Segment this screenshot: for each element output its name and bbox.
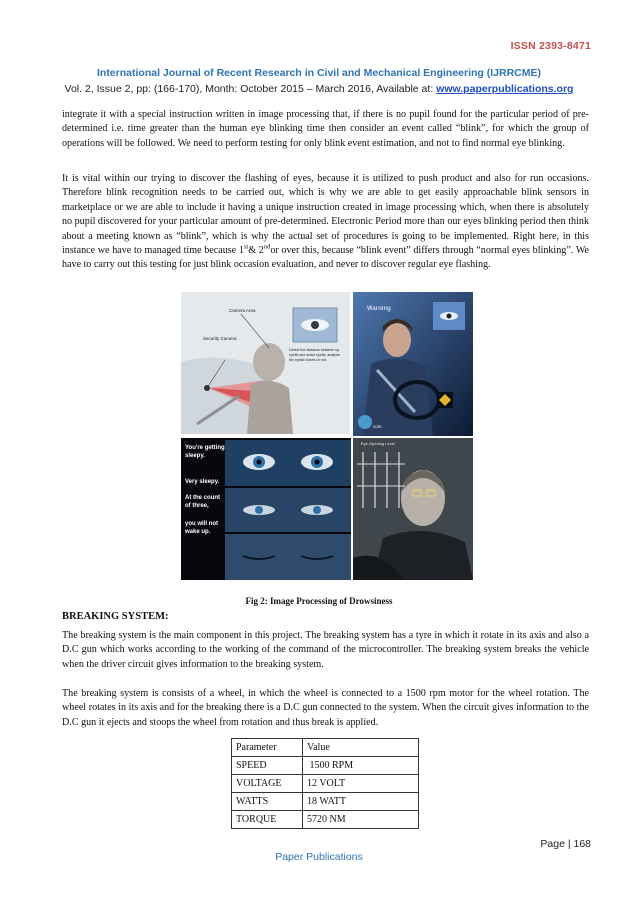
hypnosis-line: You're getting (185, 445, 225, 451)
paragraph-breaking-system-intro: The breaking system is the main component in this project. The breaking system has a tyre in which it rotate in its axis and also a D.C gun which works according to the working of the command of the microcontroller. The breaking system breaks the vehicle when the driver circuit gives information to the breaking system. (62, 630, 589, 670)
journal-meta-text: Vol. 2, Issue 2, pp: (166-170), Month: October 2015 – March 2016, Available at: (64, 83, 437, 95)
hypnosis-line: At the count (185, 495, 220, 501)
logo-label: com (373, 424, 382, 429)
driver-warning-illustration (353, 292, 473, 436)
paragraph-blink-recognition-part-a: It is vital within our trying to discover the flashing of eyes, because it is utilized to push product and also for run occasions. Therefore blink recognition needs to be carried out, which is why we are able to get easily approachable blink sensors in marketplace or we are able to include it having a unique instruction created in image processing which, when there is absolutely no pupil discovered for your particular amount of pre-determined. Electronic Period more than our eyes blinking period then think about a meeting known as “blink”, which is why the actual set of procedures is going to be implemented. Right here, in this instance we have to managed time because 1 (62, 173, 589, 257)
hypnosis-line: sleepy. (185, 453, 205, 459)
issn-label: ISSN 2393-8471 (510, 40, 591, 52)
paragraph-blink-recognition-part-c: or over this, because “blink event” differs through “normal eyes blinking”. We have to carry out this testing for just blink occasion evaluation, and never to discover regular eye flashing. (62, 245, 590, 271)
superscript-st: st (243, 243, 249, 251)
table-cell-parameter: WATTS (232, 793, 303, 811)
eye-opening-label: Eye Opening Level (361, 441, 395, 446)
journal-meta (0, 83, 638, 95)
table-cell-parameter: TORQUE (232, 811, 303, 829)
table-cell-value: 5720 NM (303, 811, 419, 829)
hypnosis-line: you will not (185, 521, 218, 527)
drowsiness-figure (181, 292, 473, 580)
section-heading-breaking-system: BREAKING SYSTEM: (62, 611, 169, 622)
table-row (232, 811, 419, 829)
figure-caption: Fig 2: Image Processing of Drowsiness (245, 596, 393, 606)
table-cell-value: 1500 RPM (303, 757, 419, 775)
superscript-nd: nd (263, 243, 271, 251)
security-camera-label: Security Camera (203, 336, 237, 341)
table-cell-value: 12 VOLT (303, 775, 419, 793)
table-header-row (232, 739, 419, 757)
hypnosis-line: of three, (185, 503, 209, 509)
driver-monitoring-illustration (353, 438, 473, 580)
detect-text (289, 348, 349, 363)
table-cell-parameter: SPEED (232, 757, 303, 775)
table-header-cell: Parameter (232, 739, 303, 757)
camera-setup-illustration (181, 292, 350, 434)
page-number: Page | 168 (540, 838, 591, 850)
driver-warning-panel (353, 292, 473, 436)
hypnosis-text (185, 444, 227, 536)
paragraph-blink-event: integrate it with a special instruction written in image processing that, if there is no pupil found for the particular period of pre-determined i.e. time greater than the human eye blinking time then consider an event called “blink”, for which the group of operations will be followed. We need to perform testing for only blink event estimation, and not to find normal eye blinking. (62, 109, 589, 149)
driver-monitoring-panel (353, 438, 473, 580)
hypnosis-line: wake up. (185, 529, 211, 535)
detect-text-line: eyelid and down eyelid, analyse (289, 353, 340, 357)
table-row (232, 775, 419, 793)
parameter-table (231, 738, 419, 829)
paragraph-blink-recognition-part-b: & 2 (248, 245, 264, 257)
table-row (232, 793, 419, 811)
table-row (232, 757, 419, 775)
detect-text-line: Detect the distance between up (289, 348, 340, 352)
hypnosis-line: Very sleepy. (185, 479, 220, 485)
publisher-footer: Paper Publications (275, 851, 363, 863)
paragraph-blink-recognition (62, 172, 589, 273)
table-cell-value: 18 WATT (303, 793, 419, 811)
table-cell-parameter: VOLTAGE (232, 775, 303, 793)
camera-setup-panel (181, 292, 350, 434)
journal-title: International Journal of Recent Research in Civil and Mechanical Engineering (IJRRCME) (96, 67, 541, 79)
table-header-cell: Value (303, 739, 419, 757)
warning-label: Warning (367, 306, 391, 312)
journal-site-link[interactable]: www.paperpublications.org (436, 83, 574, 95)
camera-area-label: Camera Area (229, 308, 256, 313)
detect-text-line: the eyelid closes or not. (289, 358, 327, 362)
sleepy-eyes-panel (181, 438, 351, 580)
paragraph-breaking-system-detail: The breaking system is consists of a wheel, in which the wheel is connected to a 1500 rpm motor for the wheel rotation. The wheel rotates in its axis and for the breaking there is a D.C gun connected to the system. When the circuit gives information to the D.C gun it ejects and stoops the wheel from rotation and thus break is applied. (62, 688, 589, 728)
